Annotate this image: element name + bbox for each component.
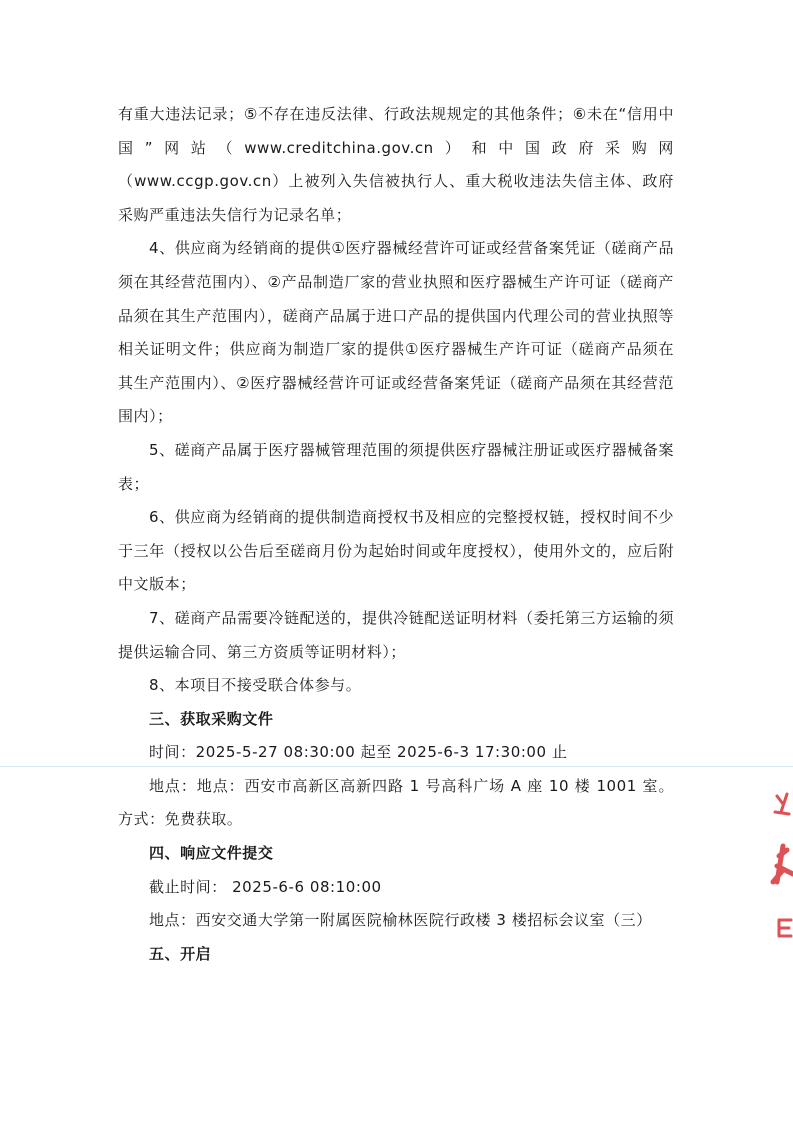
obtain-time: 时间：2025-5-27 08:30:00 起至 2025-6-3 17:30:00 止 — [149, 743, 568, 762]
paragraph-1: 有重大违法记录；⑤不存在违反法律、行政法规规定的其他条件；⑥未在“信用中国”网站（www.creditchina.gov.cn）和中国政府采购网（www.ccgp.gov.cn）上被列入失信被执行人、重大税收违法失信主体、政府采购严重违法失信行为记录名单； — [118, 105, 674, 224]
submission-location: 地点：西安交通大学第一附属医院榆林医院行政楼 3 楼招标会议室（三） — [149, 911, 652, 930]
document-body — [118, 98, 674, 971]
red-seal-fragment — [753, 790, 793, 950]
paragraph-item-6: 6、供应商为经销商的提供制造商授权书及相应的完整授权链，授权时间不少于三年（授权以公告后至磋商月份为起始时间或年度授权），使用外文的，应后附中文版本； — [118, 508, 674, 594]
paragraph-item-4: 4、供应商为经销商的提供①医疗器械经营许可证或经营备案凭证（磋商产品须在其经营范围内）、②产品制造厂家的营业执照和医疗器械生产许可证（磋商产品须在其生产范围内），磋商产品属于进口产品的提供国内代理公司的营业执照等相关证明文件；供应商为制造厂家的提供①医疗器械生产许可证（磋商产品须在其生产范围内）、②医疗器械经营许可证或经营备案凭证（磋商产品须在其经营范围内）； — [118, 239, 674, 426]
section-heading-5: 五、开启 — [149, 944, 212, 963]
section-heading-3: 三、获取采购文件 — [149, 709, 274, 728]
obtain-location: 地点：地点：西安市高新区高新四路 1 号高科广场 A 座 10 楼 1001 室。方式：免费获取。 — [118, 776, 674, 829]
paragraph-item-7: 7、磋商产品需要冷链配送的，提供冷链配送证明材料（委托第三方运输的须提供运输合同、第三方资质等证明材料）； — [118, 608, 674, 661]
paragraph-item-5: 5、磋商产品属于医疗器械管理范围的须提供医疗器械注册证或医疗器械备案表； — [118, 440, 674, 493]
paragraph-item-8: 8、本项目不接受联合体参与。 — [149, 676, 362, 695]
section-heading-4: 四、响应文件提交 — [149, 844, 274, 863]
submission-deadline: 截止时间： 2025-6-6 08:10:00 — [149, 877, 382, 896]
